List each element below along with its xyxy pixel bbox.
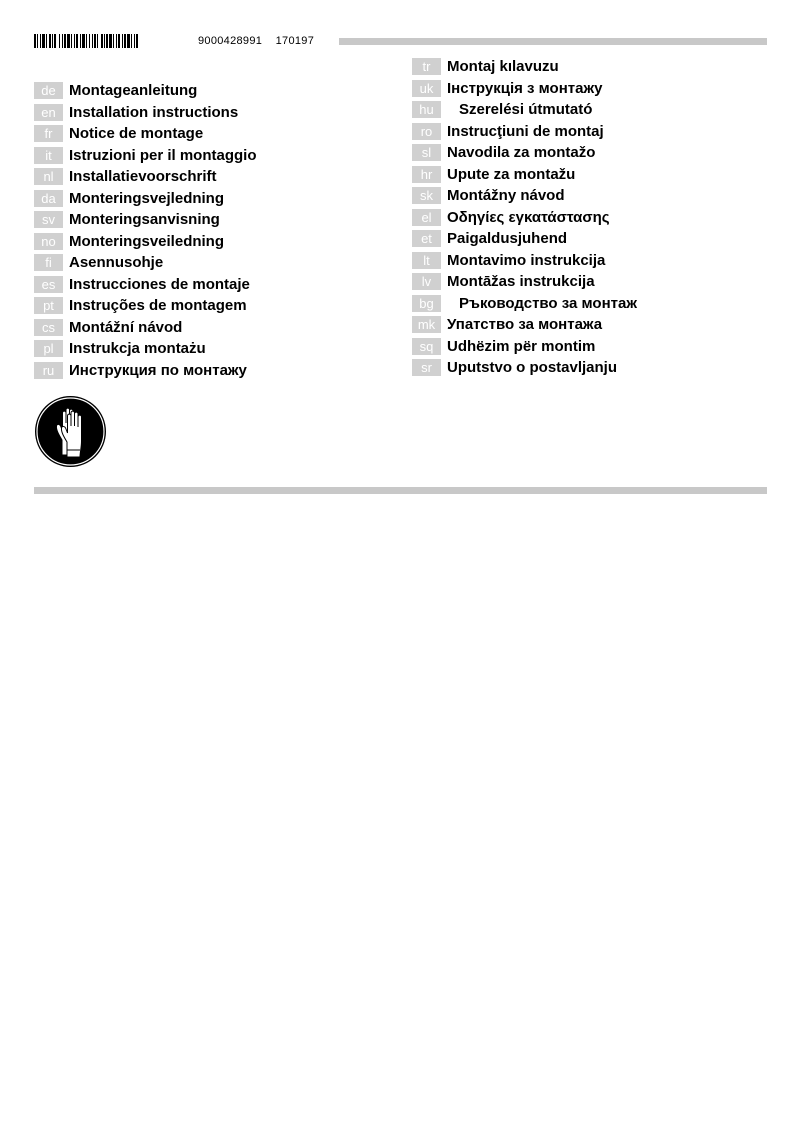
article-number: 9000428991 (198, 35, 263, 47)
language-title: Notice de montage (69, 125, 204, 143)
barcode-stripe (54, 34, 56, 48)
barcode-stripe (49, 34, 51, 48)
language-code: nl (34, 168, 63, 185)
language-code: en (34, 104, 63, 121)
language-title: Istruzioni per il montaggio (69, 146, 257, 164)
language-list-left (34, 80, 257, 381)
language-row-sv (34, 209, 257, 231)
language-title: Navodila za montažo (447, 144, 596, 162)
language-code: sk (412, 187, 441, 204)
language-row-lv (412, 271, 637, 293)
language-code: lt (412, 252, 441, 269)
language-row-uk (412, 78, 637, 100)
language-list-right (412, 56, 637, 379)
language-row-el (412, 207, 637, 229)
language-row-bg (412, 293, 637, 315)
section-divider (34, 487, 767, 494)
barcode-stripe (131, 34, 132, 48)
barcode-stripe (74, 34, 75, 48)
language-code: sv (34, 211, 63, 228)
language-title: Montageanleitung (69, 82, 198, 100)
protective-gloves-icon (34, 395, 107, 468)
language-code: sr (412, 359, 441, 376)
language-title: Montážní návod (69, 318, 183, 336)
language-code: es (34, 276, 63, 293)
date-code: 170197 (275, 35, 315, 47)
barcode-stripe (109, 34, 112, 48)
language-row-ro (412, 121, 637, 143)
language-row-de (34, 80, 257, 102)
language-title: Ръководство за монтаж (459, 294, 637, 312)
barcode-stripe (42, 34, 45, 48)
language-title: Οδηγίες εγκατάστασης (447, 208, 610, 226)
language-title: Инструкция по монтажу (69, 361, 247, 379)
language-row-fi (34, 252, 257, 274)
language-title: Upute za montažu (447, 165, 576, 183)
barcode-stripe (136, 34, 138, 48)
language-row-fr (34, 123, 257, 145)
barcode-stripe (104, 34, 105, 48)
barcode-stripe (118, 34, 120, 48)
language-title: Упатство за монтажа (447, 316, 603, 334)
barcode-stripe (76, 34, 78, 48)
language-code: cs (34, 319, 63, 336)
language-row-lt (412, 250, 637, 272)
language-code: no (34, 233, 63, 250)
language-title: Monteringsveiledning (69, 232, 225, 250)
language-title: Instrukcja montażu (69, 340, 206, 358)
language-code: da (34, 190, 63, 207)
language-code: hu (412, 101, 441, 118)
language-row-cs (34, 317, 257, 339)
language-row-pt (34, 295, 257, 317)
language-row-pl (34, 338, 257, 360)
language-title: Monteringsvejledning (69, 189, 225, 207)
barcode-stripe (80, 34, 81, 48)
language-code: bg (412, 295, 441, 312)
language-code: fi (34, 254, 63, 271)
language-code: hr (412, 166, 441, 183)
barcode-stripe (86, 34, 87, 48)
language-title: Instruções de montagem (69, 297, 247, 315)
language-code: de (34, 82, 63, 99)
language-code: pl (34, 340, 63, 357)
language-row-sr (412, 357, 637, 379)
language-title: Montážny návod (447, 187, 565, 205)
barcode-stripe (101, 34, 103, 48)
header-rule (339, 38, 767, 45)
language-title: Instrucciones de montaje (69, 275, 250, 293)
language-row-en (34, 102, 257, 124)
barcode-stripe (64, 34, 66, 48)
language-code: tr (412, 58, 441, 75)
barcode-stripe (92, 34, 93, 48)
document-number (198, 34, 314, 48)
language-code: uk (412, 80, 441, 97)
barcode-stripe (34, 34, 36, 48)
language-title: Montavimo instrukcija (447, 251, 606, 269)
language-code: lv (412, 273, 441, 290)
language-code: sq (412, 338, 441, 355)
language-title: Monteringsanvisning (69, 211, 220, 229)
language-row-sk (412, 185, 637, 207)
language-code: mk (412, 316, 441, 333)
barcode-stripe (106, 34, 108, 48)
language-title: Udhëzim për montim (447, 337, 596, 355)
language-row-sl (412, 142, 637, 164)
barcode-stripe (113, 34, 114, 48)
barcode-stripe (67, 34, 70, 48)
barcode-stripe (37, 34, 38, 48)
barcode-icon (34, 34, 184, 48)
language-code: el (412, 209, 441, 226)
language-code: pt (34, 297, 63, 314)
barcode-stripe (82, 34, 85, 48)
language-title: Installation instructions (69, 103, 239, 121)
language-code: it (34, 147, 63, 164)
barcode-stripe (134, 34, 135, 48)
language-code: ro (412, 123, 441, 140)
language-title: Montāžas instrukcija (447, 273, 595, 291)
language-row-ru (34, 360, 257, 382)
language-code: fr (34, 125, 63, 142)
barcode-stripe (89, 34, 90, 48)
language-title: Montaj kılavuzu (447, 58, 559, 76)
language-title: Asennusohje (69, 254, 164, 272)
language-row-mk (412, 314, 637, 336)
language-row-da (34, 188, 257, 210)
barcode-stripe (52, 34, 53, 48)
language-row-it (34, 145, 257, 167)
language-title: Paigaldusjuhend (447, 230, 568, 248)
barcode-stripe (40, 34, 41, 48)
language-row-et (412, 228, 637, 250)
barcode-stripe (71, 34, 72, 48)
barcode-stripe (62, 34, 63, 48)
language-title: Instrucţiuni de montaj (447, 122, 604, 140)
document-header (34, 34, 767, 50)
language-row-hr (412, 164, 637, 186)
language-code: et (412, 230, 441, 247)
language-row-nl (34, 166, 257, 188)
language-title: Uputstvo o postavljanju (447, 359, 618, 377)
language-row-es (34, 274, 257, 296)
language-row-hu (412, 99, 637, 121)
barcode-stripe (122, 34, 123, 48)
barcode-stripe (124, 34, 126, 48)
language-row-sq (412, 336, 637, 358)
language-title: Інструкція з монтажу (447, 79, 603, 97)
language-title: Szerelési útmutató (459, 101, 593, 119)
language-row-no (34, 231, 257, 253)
language-code: ru (34, 362, 63, 379)
barcode-stripe (59, 34, 60, 48)
language-row-tr (412, 56, 637, 78)
barcode-stripe (94, 34, 96, 48)
barcode-stripe (97, 34, 98, 48)
language-code: sl (412, 144, 441, 161)
language-title: Installatievoorschrift (69, 168, 217, 186)
barcode-stripe (116, 34, 117, 48)
barcode-stripe (127, 34, 130, 48)
barcode-stripe (46, 34, 47, 48)
